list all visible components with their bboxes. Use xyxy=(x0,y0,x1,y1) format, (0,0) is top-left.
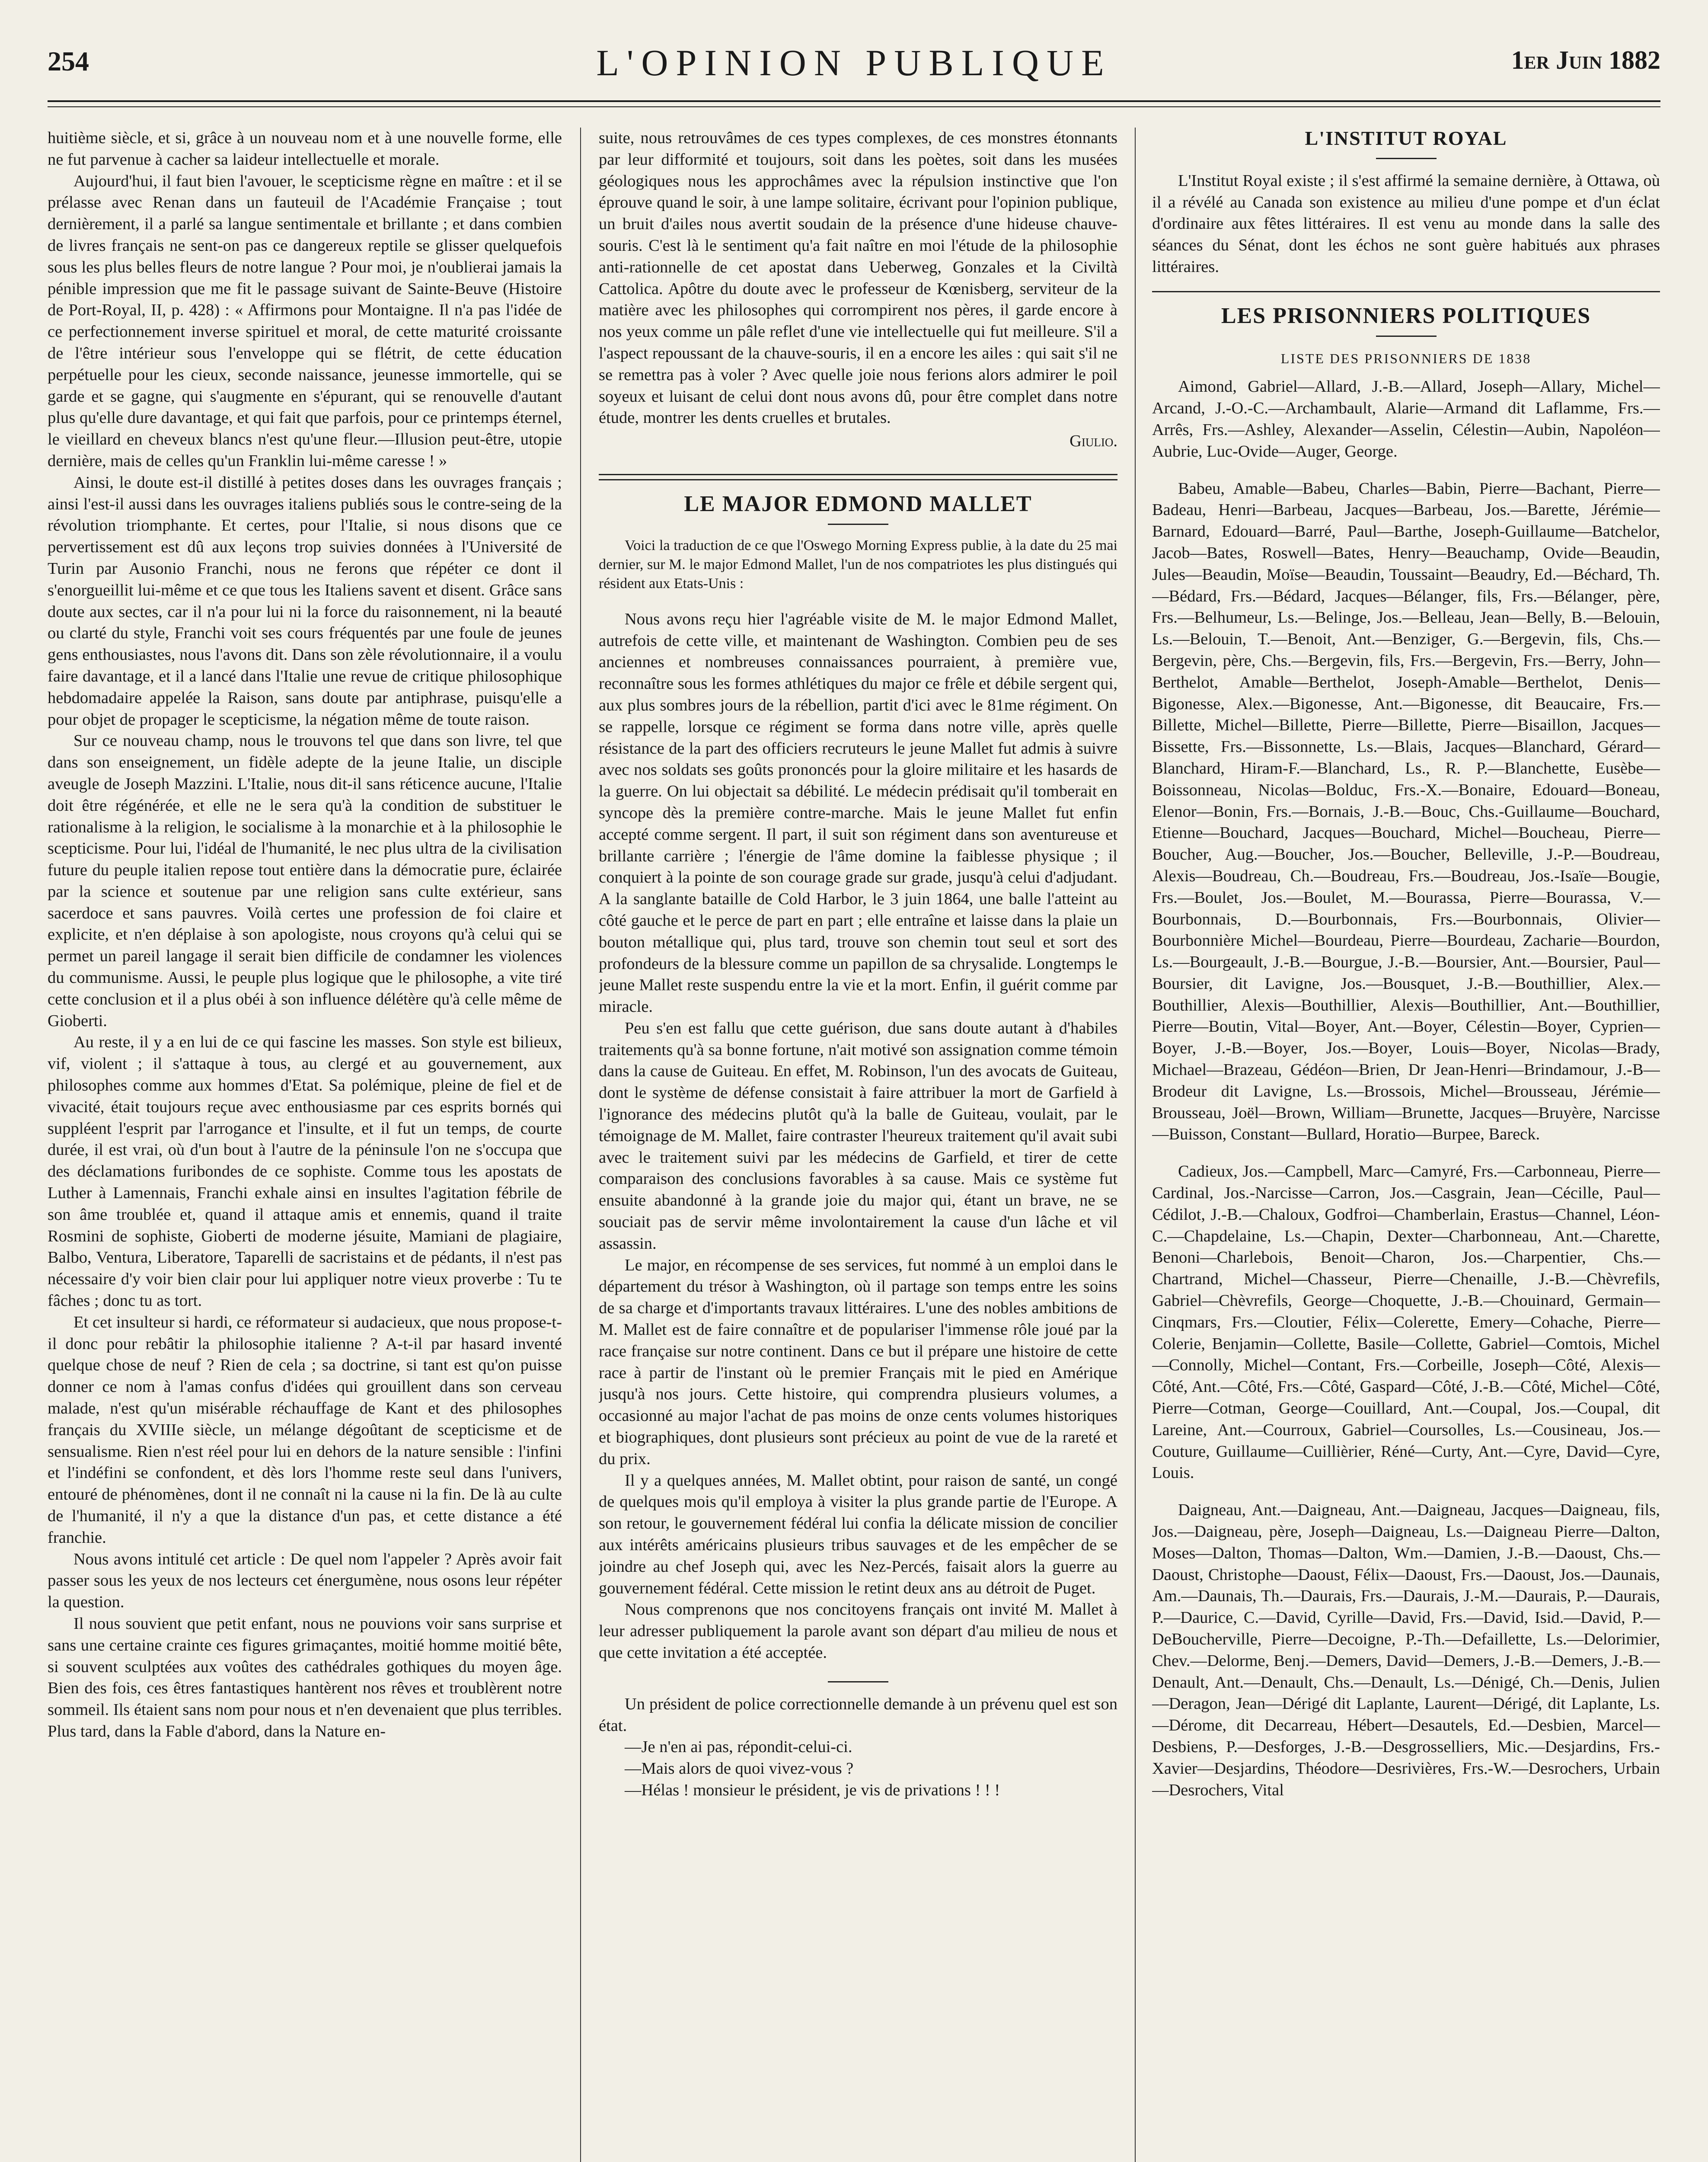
paragraph: —Je n'en ai pas, répondit-celui-ci. xyxy=(625,1738,852,1756)
list-paragraph: Aimond, Gabriel—Allard, J.-B.—Allard, Joseph—Allary, Michel—Arcand, J.-O.-C.—Archambault, Alarie—Armand dit Laflamme, Frs.—Arrês, Frs.—Ashley, Alexander—Asselin, Célestin—Aubin, Napoléon—Aubrie, Luc-Ovide—Auger, George. xyxy=(1152,377,1660,461)
article-intro: Voici la traduction de ce que l'Oswego Morning Express publie, à la date du 25 mai dernier, sur M. le major Edmond Mallet, l'un de nos compatriotes les plus distingués qui résident aux Etats-Unis : xyxy=(599,537,1117,592)
article-title: LES PRISONNIERS POLITIQUES xyxy=(1221,303,1591,328)
column-divider xyxy=(1135,128,1136,2162)
list-paragraph: Cadieux, Jos.—Campbell, Marc—Camyré, Frs.—Carbonneau, Pierre—Cardinal, Jos.-Narcisse—Carron, Jos.—Casgrain, Jean—Cécille, Paul—Cédilot, J.-B.—Chaloux, Godfroi—Chamberlain, Erastus—Channel, Léon-C.—Chapdelaine, Ls.—Chapin, Dexter—Charbonneau, Ant.—Charette, Benoni—Charlebois, Benoit—Charon, Jos.—Charpentier, Chs.—Chartrand, Michel—Chasseur, Pierre—Chenaille, J.-B.—Chèvrefils, Gabriel—Chèvrefils, George—Choquette, J.-B.—Chouinard, Germain—Cinqmars, Frs.—Cloutier, Félix—Colerette, Emery—Cohache, Pierre—Colerie, Benjamin—Collette, Basile—Collette, Gabriel—Comtois, Michel—Connolly, Michel—Contant, Frs.—Corbeille, Joseph—Côté, Alexis—Côté, Ant.—Côté, Frs.—Côté, Gaspard—Côté, J.-B.—Côté, Michel—Côté, Pierre—Cotman, George—Couillard, Ant.—Coupal, Jos.—Coupal, dit Lareine, Ant.—Courroux, Gabriel—Coursolles, Ls.—Cousineau, Jos.—Couture, Guillaume—Cuillièrier, Réné—Curty, Ant.—Cyre, David—Cyre, Louis. xyxy=(1152,1162,1660,1482)
paragraph: Le major, en récompense de ses services, fut nommé à un emploi dans le département du trésor à Washington, où il partage son temps entre les soins de sa charge et d'importants travaux littéraires. L'une des nobles ambitions de M. Mallet est de faire connaître et de populariser l'immense rôle joué par la race française sur notre continent. Dans ce but il prépare une histoire de cette race à partir de l'instant où le premier Français mit le pied en Amérique jusqu'à nos jours. Cette histoire, qui comprendra plusieurs volumes, a occasionné au major l'achat de pas moins de onze cents volumes historiques et biographiques, dont plusieurs sont précieux au point de vue de la rareté et du prix. xyxy=(599,1256,1117,1468)
page-header xyxy=(48,41,1660,97)
paragraph: Sur ce nouveau champ, nous le trouvons tel que dans son livre, tel que dans son enseignement, un fidèle adepte de la jeune Italie, un disciple aveugle de Joseph Mazzini. L'Italie, nous dit-il sans réticence aucune, l'Italie doit être régénérée, et elle ne le sera qu'à la condition de substituer le rationalisme à la religion, le socialisme à la monarchie et à la philosophie le scepticisme. Pour lui, l'idéal de l'humanité, le nec plus ultra de la civilisation future du peuple italien repose tout entière dans la démocratie pure, éclairée par la science et soutenue par une religion sans culte extérieur, sans sacerdoce et sans pauvres. Voilà certes une profession de foi claire et explicite, et n'en déplaise à son apologiste, nous croyons qu'à celui qui se permet un pareil langage il serait bien difficile de condamner les violences du communisme. Aussi, le peuple plus logique que le philosophe, a vite tiré cette conclusion et il a plus obéi à son influence délétère qu'à celle même de Gioberti. xyxy=(48,732,562,1030)
title-rule xyxy=(1376,158,1437,159)
paragraph: Un président de police correctionnelle demande à un prévenu quel est son état. xyxy=(599,1695,1117,1735)
paragraph: Il y a quelques années, M. Mallet obtint, pour raison de santé, un congé de quelques mois qu'il employa à visiter la plus grande partie de l'Europe. A son retour, le gouvernement fédéral lui confia la délicate mission de concilier aux intérêts américains plusieurs tribus sauvages et de les empêcher de se joindre au chef Joseph qui, avec les Nez-Percés, faisait alors la guerre au gouvernement fédéral. Cette mission le retint deux ans au détroit de Puget. xyxy=(599,1471,1117,1597)
paragraph: Nous avons intitulé cet article : De quel nom l'appeler ? Après avoir fait passer sous les yeux de nos lecteurs cet énergumène, nous osons leur répéter la question. xyxy=(48,1550,562,1612)
paragraph: Et cet insulteur si hardi, ce réformateur si audacieux, que nous propose-t-il donc pour rebâtir la philosophie italienne ? A-t-il par hasard inventé quelque chose de neuf ? Rien de cela ; sa doctrine, si tant est qu'on puisse donner ce nom à l'amas confus d'idées qui grouillent dans son cerveau malade, n'est qu'un misérable réchauffage de Kant et des philosophes français du XVIIIe siècle, un mélange dégoûtant de scepticisme et de sensualisme. Rien n'est réel pour lui en dehors de la nature sensible : l'infini et l'indéfini se confondent, et dès lors l'homme reste seul dans l'univers, entouré de phénomènes, dont il ne connaît ni la cause ni la fin. De là au culte de l'humanité, il n'y a que la distance d'un pas, et cette distance a été franchie. xyxy=(48,1313,562,1547)
paragraph: —Mais alors de quoi vivez-vous ? xyxy=(625,1759,854,1778)
paragraph: L'Institut Royal existe ; il s'est affirmé la semaine dernière, à Ottawa, où il a révélé au Canada son existence au milieu d'une pompe et d'un éclat d'ordinaire aux fêtes littéraires. Il est venu au monde dans la salle des séances du Sénat, dont les échos ne sont guère habitués aux phrases littéraires. xyxy=(1152,171,1660,276)
newspaper-title: L'OPINION PUBLIQUE xyxy=(596,42,1112,83)
paragraph: Au reste, il y a en lui de ce qui fascine les masses. Son style est bilieux, vif, violent ; il s'attaque à tous, au clergé et au gouvernement, aux philosophes comme aux hommes d'Etat. Sa polémique, pleine de fiel et de vivacité, était toujours reçue avec enthousiasme par ces esprits bornés qui suppléent l'esprit par l'arrogance et l'insulte, et il fut un temps, de courte durée, il est vrai, où d'un bout à l'autre de la péninsule l'on ne s'occupa que des déclamations furibondes de ce sophiste. Comme tous les apostats de Luther à Lamennais, Franchi exhale ainsi en insultes l'agitation fébrile de son âme troublée et, quand il attaque amis et ennemis, quand il traite Rosmini de sophiste, Gioberti de moderne jésuite, Mamiani de plagiaire, Balbo, Ventura, Liberatore, Taparelli de sacristains et de pédants, il n'est pas nécessaire d'y voir bien clair pour lui appliquer notre vieux proverbe : Tu te fâches ; donc tu as tort. xyxy=(48,1033,562,1310)
paragraph: huitième siècle, et si, grâce à un nouveau nom et à une nouvelle forme, elle ne fut parvenue à cacher sa laideur intellectuelle et morale. xyxy=(48,129,562,169)
column-3 xyxy=(1152,128,1660,2162)
title-rule xyxy=(1376,336,1437,337)
section-rule xyxy=(828,1681,888,1682)
paragraph: Peu s'en est fallu que cette guérison, due sans doute autant à d'habiles traitements qu'à sa bonne fortune, n'ait motivé son assignation comme témoin dans la cause de Guiteau. En effet, M. Robinson, l'un des avocats de Guiteau, dont le système de défense consistait à faire attribuer la mort de Garfield à l'ignorance des médecins plutôt qu'à la balle de Guiteau, voulait, par le témoignage de M. Mallet, faire contraster l'heureux traitement qu'il avait subi avec le traitement suivi par les médecins de Garfield, et tirer de cette comparaison des conclusions favorables à sa cause. Mais ce système fut ensuite abandonné à la grande joie du major qui, étant un brave, ne se souciait pas de servir même involontairement la cause d'un lâche et vil assassin. xyxy=(599,1019,1117,1253)
section-rule xyxy=(1152,291,1660,292)
header-rule-thin xyxy=(48,106,1660,107)
title-rule xyxy=(828,524,888,525)
paragraph: Aujourd'hui, il faut bien l'avouer, le scepticisme règne en maître : et il se prélasse avec Renan dans un fauteuil de l'Académie Française ; tout dernièrement, il a parlé sa langue sentimentale et brillante ; et dans combien de livres français ne sent-on pas ce dangereux reptile se glisser quelquefois sous les plus belles fleurs de notre langue ? Pour moi, je n'oublierai jamais la pénible impression que me fit le passage suivant de Sainte-Beuve (Histoire de Port-Royal, II, p. 428) : « Affirmons pour Montaigne. Il n'a pas l'idée de ce perfectionnement inverse spirituel et moral, de cette maturité croissante de l'être intérieur sous l'enveloppe qui se flétrit, de cette éducation perpétuelle pour les cieux, seconde naissance, jeunesse immortelle, qui se garde et se gagne, qui s'augmente en s'épurant, qui se renouvelle d'autant plus qu'elle dure davantage, et qui fait que parfois, pour ce printemps éternel, le vieillard en cheveux blancs n'est qu'une fleur.—Illusion peut-être, utopie dernière, mais de celles qu'un Franklin lui-même caresse ! » xyxy=(48,172,562,470)
column-2 xyxy=(599,128,1117,2162)
header-rule xyxy=(48,100,1660,102)
article-title: LE MAJOR EDMOND MALLET xyxy=(684,491,1032,516)
issue-date: 1er Juin 1882 xyxy=(1511,46,1660,74)
list-subtitle: LISTE DES PRISONNIERS DE 1838 xyxy=(1280,350,1532,366)
paragraph: —Hélas ! monsieur le président, je vis de privations ! ! ! xyxy=(625,1781,1000,1799)
paragraph: Ainsi, le doute est-il distillé à petites doses dans les ouvrages français ; ainsi l'est-il aussi dans les ouvrages italiens publiés sous le contre-seing de la révolution triomphante. Et certes, pour l'Italie, si nous disons que ce pervertissement est dû aux leçons trop suivies données à l'Université de Turin par Ausonio Franchi, nous ne ferons que répéter ce dont il s'enorgueillit lui-même et ce que tous les Italiens savent et disent. Grâce sans doute aux sectes, car il n'a pour lui ni la force du raisonnement, ni la beauté ou clarté du style, Franchi voit ses cours fréquentés par une foule de jeunes gens enthousiastes, nous l'avons dit. Dans son zèle révolutionnaire, il a voulu faire davantage, et il a lancé dans l'Italie une revue de critique philosophique hebdomadaire appelée la Raison, sans doute par antiphrase, puisqu'elle a pour objet de propager le scepticisme, la négation même de toute raison. xyxy=(48,473,562,729)
page-number: 254 xyxy=(48,46,89,77)
list-paragraph: Babeu, Amable—Babeu, Charles—Babin, Pierre—Bachant, Pierre—Badeau, Henri—Barbeau, Jacques—Barbeau, Jos.—Barette, Jérémie—Barnard, Edouard—Barré, Paul—Barthe, Joseph-Guillaume—Batchelor, Jacob—Bates, Roswell—Bates, Henry—Beauchamp, Ovide—Beaudin, Jules—Beaudin, Moïse—Beaudin, Toussaint—Beaudry, Ed.—Béchard, Th.—Bédard, Frs.—Bédard, Jacques—Bélanger, fils, Frs.—Bélanger, père, Frs.—Belhumeur, Ls.—Belinge, Jos.—Belleau, Jean—Belly, B.—Belouin, Ls.—Belouin, T.—Benoit, Ant.—Benziger, G.—Bergevin, fils, Chs.—Bergevin, père, Chs.—Bergevin, fils, Frs.—Bergevin, Frs.—Berry, John—Berthelot, Amable—Berthelot, Joseph-Amable—Berthelot, Denis—Bigonesse, Alex.—Bigonesse, Ant.—Bigonesse, dit Beaucaire, Frs.—Billette, Michel—Billette, Pierre—Billette, Pierre—Bisaillon, Jacques—Bissette, Frs.—Bissonnette, Ls.—Blais, Jacques—Blanchard, Gérard—Blanchard, Hiram-F.—Blanchard, Ls., R. P.—Blanchette, Eusèbe—Boissonneau, Nicolas—Bolduc, Frs.-X.—Bonaire, Edouard—Boneau, Elenor—Bonin, Frs.—Bornais, J.-B.—Bouc, Chs.-Guillaume—Bouchard, Etienne—Bouchard, Jacques—Bouchard, Michel—Boucheau, Pierre—Boucher, Aug.—Boucher, Jos.—Boucher, Belleville, J.-P.—Boudreau, Alexis—Boudreau, Ch.—Boudreau, Frs.—Boudreau, Jos.-Isaïe—Bougie, Frs.—Boulet, Jos.—Boulet, M.—Bourassa, Pierre—Bourassa, V.—Bourbonnais, D.—Bourbonnais, Frs.—Bourbonnais, Olivier—Bourbonnière Michel—Bourdeau, Pierre—Bourdeau, Zacharie—Bourdon, Ls.—Bourgeault, J.-B.—Bourgue, J.-B.—Boursier, Ant.—Boursier, Paul—Boursier, dit Lavigne, Jos.—Bousquet, J.-B.—Bouthillier, Alex.—Bouthillier, Alexis—Bouthillier, Alexis—Bouthillier, Ant.—Bouthillier, Pierre—Boutin, Vital—Boyer, Ant.—Boyer, Célestin—Boyer, Cyprien—Boyer, J.-B.—Boyer, Jos.—Boyer, Louis—Boyer, Nicolas—Brady, Michael—Brazeau, Gédéon—Brien, Dr Jean-Henri—Brindamour, J.-B—Brodeur dit Lavigne, Ls.—Brossois, Michel—Brousseau, Jérémie—Brousseau, Joël—Brown, William—Brunette, Jacques—Bruyère, Narcisse—Buisson, Constant—Bullard, Horatio—Burpee, Bareck. xyxy=(1152,479,1660,1144)
article-title: L'INSTITUT ROYAL xyxy=(1305,128,1507,149)
paragraph: Nous comprenons que nos concitoyens français ont invité M. Mallet à leur adresser publiquement la parole avant son départ d'au milieu de nous et que cette invitation a été acceptée. xyxy=(599,1600,1117,1662)
paragraph: Nous avons reçu hier l'agréable visite de M. le major Edmond Mallet, autrefois de cette ville, et maintenant de Washington. Combien peu de ses anciennes et nombreuses connaissances pourraient, à première vue, reconnaître sous les formes athlétiques du major ce frêle et débile sergent qui, aux plus sombres jours de la rébellion, partit d'ici avec le 81me régiment. On se rappelle, lorsque ce régiment se forma dans notre ville, après quelle résistance de la part des officiers recruteurs le jeune Mallet fut admis à suivre avec nos soldats ses goûts prononcés pour la gloire militaire et les hasards de la guerre. On lui objectait sa débilité. Le médecin prédisait qu'il tomberait en syncope dès la première contre-marche. Mais le jeune Mallet fut enfin accepté comme sergent. Il part, il suit son régiment dans son aventureuse et brillante carrière ; l'énergie de l'âme domine la faiblesse physique ; il conquiert à la pointe de son courage grade sur grade, jusqu'à celui d'adjudant. A la sanglante bataille de Cold Harbor, le 3 juin 1864, une balle l'atteint au côté gauche et le perce de part en part ; elle entraîne et laisse dans la plaie un bouton métallique qui, plus tard, trouve son chemin tout seul et sort des profondeurs de la blessure comme un papillon de sa chrysalide. Longtemps le jeune Mallet reste suspendu entre la vie et la mort. Enfin, il guérit comme par miracle. xyxy=(599,610,1117,1016)
paragraph: suite, nous retrouvâmes de ces types complexes, de ces monstres étonnants par leur difformité et toujours, soit dans les poètes, soit dans les musées géologiques nous les approchâmes avec la répulsion instinctive que l'on éprouve quand le soir, à une lampe solitaire, écrivant pour l'opinion publique, un bruit d'ailes nous avertit soudain de la présence d'une hideuse chauve-souris. C'est là le sentiment qu'a fait naître en moi l'étude de la philosophie anti-rationnelle de cet apostat dans Ueberweg, Gonzales et la Civiltà Cattolica. Apôtre du doute avec le professeur de Kœnisberg, serviteur de la matière avec les philosophes qui corrompirent nos pères, il garde encore à nos yeux comme un pâle reflet d'une vie intellectuelle qui fut meilleure. S'il a l'aspect repoussant de la chauve-souris, il en a encore les ailes : qui sait s'il ne se remettra pas à voler ? Avec quelle joie nous ferions alors admirer le poil soyeux et luisant de celui dont nous avons dû, pour être complet dans notre étude, montrer les dents cruelles et brutales. xyxy=(599,129,1117,427)
paragraph: Il nous souvient que petit enfant, nous ne pouvions voir sans surprise et sans une certaine crainte ces figures grimaçantes, moitié homme moitié bête, si souvent sculptées aux voûtes des cathédrales gothiques du moyen âge. Bien des fois, ces êtres fantastiques hantèrent nos rêves et troublèrent notre sommeil. Ils étaient sans nom pour nous et n'en devenaient que plus terribles. Plus tard, dans la Fable d'abord, dans la Nature en- xyxy=(48,1614,562,1740)
list-paragraph: Daigneau, Ant.—Daigneau, Ant.—Daigneau, Jacques—Daigneau, fils, Jos.—Daigneau, père, Joseph—Daigneau, Ls.—Daigneau Pierre—Dalton, Moses—Dalton, Thomas—Dalton, Wm.—Damien, J.-B.—Daoust, Chs.—Daoust, Christophe—Daoust, Félix—Daoust, Frs.—Daoust, Jos.—Daunais, Am.—Daunais, Th.—Daurais, Frs.—Daurais, J.-M.—Daurais, P.—Daurais, P.—Daurice, C.—David, Cyrille—David, Frs.—David, Isid.—David, P.—DeBoucherville, Pierre—Decoigne, P.-Th.—Defaillette, Ls.—Delorimier, Chev.—Delorme, Benj.—Demers, David—Demers, J.-B.—Demers, J.-B.—Denault, Ant.—Denault, Chs.—Denault, Ls.—Dénigé, Ch.—Denis, Julien—Deragon, Jean—Dérigé dit Laplante, Laurent—Dérigé, dit Laplante, Ls.—Dérome, dit Decarreau, Hébert—Desautels, Ed.—Desbien, Marcel—Desbiens, P.—Desforges, J.-B.—Desgrosselliers, Mic.—Desjardins, Frs.-Xavier—Desjardins, Théodore—Desrivières, Frs.-W.—Desrochers, Urbain—Desrochers, Vital xyxy=(1152,1501,1660,1799)
column-divider xyxy=(580,128,581,2162)
section-rule xyxy=(599,474,1117,480)
signature: Giulio. xyxy=(1069,432,1117,451)
column-1 xyxy=(48,128,562,2162)
